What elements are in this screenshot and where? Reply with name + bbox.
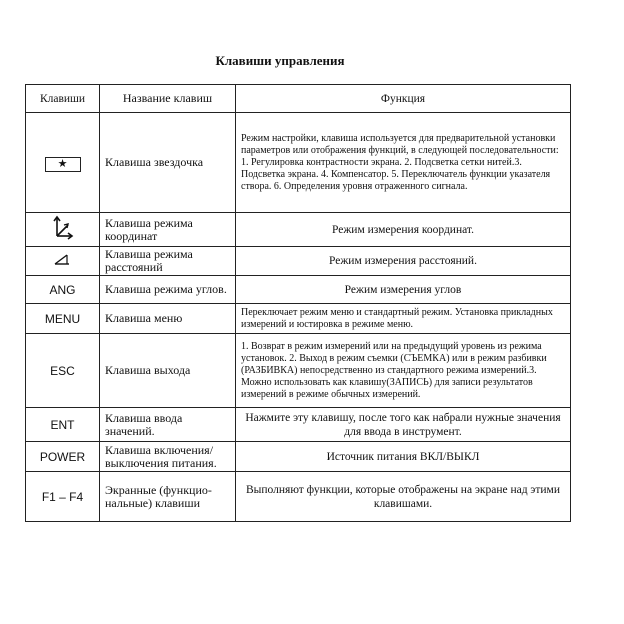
- table-row: [26, 472, 571, 522]
- key-cell-esc: ESC: [26, 334, 100, 408]
- table-row: [26, 442, 571, 472]
- key-name: Клавиша меню: [100, 304, 236, 334]
- key-name: Клавиша включения/ выключения питания.: [100, 442, 236, 472]
- header-function: Функция: [236, 85, 571, 113]
- key-cell: [26, 113, 100, 213]
- table-row: [26, 276, 571, 304]
- table-row: [26, 304, 571, 334]
- key-function: Нажмите эту клавишу, после того как набрали нужные значения для ввода в инструмент.: [236, 408, 571, 442]
- key-cell: [26, 247, 100, 276]
- key-function: 1. Возврат в режим измерений или на предыдущий уровень из режима установок. 2. Выход в режим съемки (СЪЕМКА) или в режим разбивки (РАЗБИВКА) непосредственно из стандартного режима измерений.3. Можно использовать как клавишу(ЗАПИСЬ) для записи результатов измерений в режиме обычных измерений.: [236, 334, 571, 408]
- key-cell: [26, 213, 100, 247]
- control-keys-table: [25, 84, 571, 522]
- key-name: Клавиша режима углов.: [100, 276, 236, 304]
- distance-slope-icon: [53, 252, 73, 266]
- key-function: Переключает режим меню и стандартный режим. Установка прикладных измерений и юстировка в режиме меню.: [236, 304, 571, 334]
- table-row: [26, 334, 571, 408]
- table-row: [26, 213, 571, 247]
- key-name: Клавиша режима расстояний: [100, 247, 236, 276]
- table-row: [26, 408, 571, 442]
- key-function: Режим настройки, клавиша используется для предварительной установки параметров или отображения функций, в следующей последовательности: 1. Регулировка контрастности экрана. 2. Подсветка сетки нитей.3. Подсветка экрана. 4. Компенсатор. 5. Переключатель функции указателя створа. 6. Определения уровня отраженного сигнала.: [236, 113, 571, 213]
- header-name: Название клавиш: [100, 85, 236, 113]
- table-row: [26, 113, 571, 213]
- key-name: Клавиша ввода значений.: [100, 408, 236, 442]
- key-function: Режим измерения углов: [236, 276, 571, 304]
- header-keys: Клавиши: [26, 85, 100, 113]
- table-header-row: [26, 85, 571, 113]
- star-icon: ★: [45, 157, 81, 172]
- key-name: Экранные (функцио-нальные) клавиши: [100, 472, 236, 522]
- table-row: [26, 247, 571, 276]
- key-cell-f1-f4: F1 – F4: [26, 472, 100, 522]
- coordinate-axes-icon: [52, 214, 74, 240]
- key-function: Выполняют функции, которые отображены на экране над этими клавишами.: [236, 472, 571, 522]
- key-cell-menu: MENU: [26, 304, 100, 334]
- key-name: Клавиша выхода: [100, 334, 236, 408]
- key-function: Режим измерения координат.: [236, 213, 571, 247]
- key-cell-power: POWER: [26, 442, 100, 472]
- key-name: Клавиша режима координат: [100, 213, 236, 247]
- key-cell-ang: ANG: [26, 276, 100, 304]
- page-title: Клавиши управления: [215, 53, 345, 68]
- key-cell-ent: ENT: [26, 408, 100, 442]
- key-name: Клавиша звездочка: [100, 113, 236, 213]
- key-function: Источник питания ВКЛ/ВЫКЛ: [236, 442, 571, 472]
- key-function: Режим измерения расстояний.: [236, 247, 571, 276]
